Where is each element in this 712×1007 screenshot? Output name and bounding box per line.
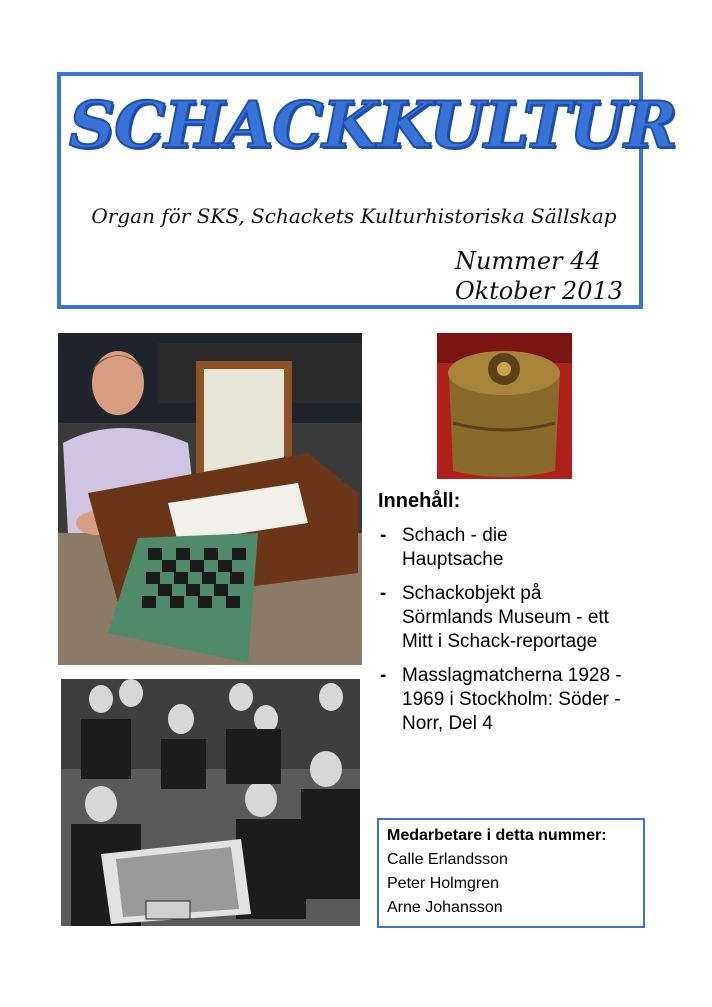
contributor-name: Calle Erlandsson	[387, 851, 508, 868]
photo-historic-match	[61, 679, 360, 926]
masthead-box	[57, 72, 677, 309]
photo-brass-box	[437, 333, 572, 479]
magazine-title: SCHACKKULTUR	[69, 88, 677, 163]
contributors-heading: Medarbetare i detta nummer:	[387, 827, 607, 844]
contents-item: - Schackobjekt på Sörmlands Museum - ett Mitt i Schack-reportage	[378, 582, 668, 654]
contents-item-text: Schach - die Hauptsache	[402, 525, 508, 570]
contents-item: - Schach - die Hauptsache	[378, 524, 668, 572]
contents-item: - Masslagmatcherna 1928 - 1969 i Stockholm: Söder - Norr, Del 4	[378, 664, 668, 736]
contents-item-text: Schackobjekt på Sörmlands Museum - ett Mitt i Schack-reportage	[402, 583, 609, 652]
contributor-name: Peter Holmgren	[387, 875, 500, 892]
issue-info	[455, 246, 623, 306]
issue-number: Nummer 44	[454, 247, 601, 275]
issue-date: Oktober 2013	[454, 277, 623, 305]
table-of-contents	[378, 488, 668, 736]
magazine-subtitle: Organ för SKS, Schackets Kulturhistoriska Sällskap	[91, 204, 617, 228]
photo-chess-table	[58, 333, 362, 665]
contents-heading: Innehåll:	[378, 490, 461, 512]
contributor-name: Arne Johansson	[387, 899, 503, 916]
contributors-box	[377, 818, 645, 928]
contents-item-text: Masslagmatcherna 1928 - 1969 i Stockholm: Söder - Norr, Del 4	[402, 665, 622, 734]
